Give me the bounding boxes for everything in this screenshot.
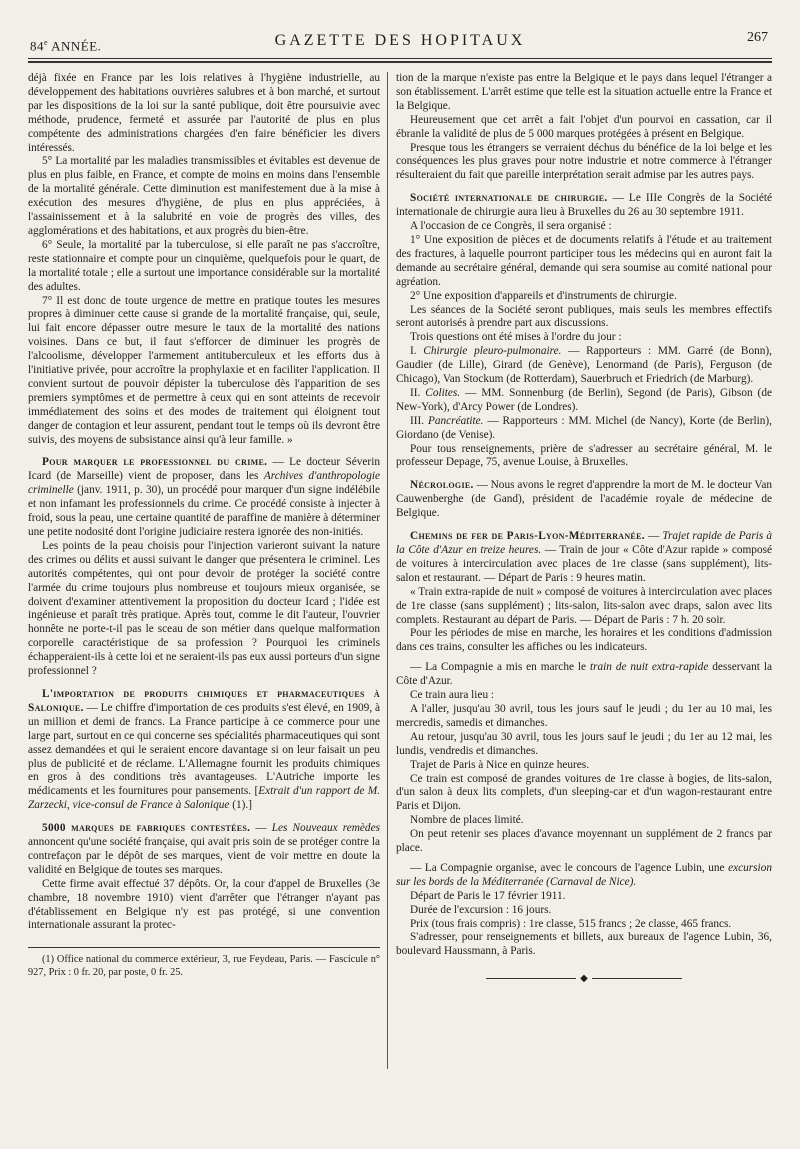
end-ornament: ◆ bbox=[396, 973, 772, 984]
paragraph: Prix (tous frais compris) : 1re classe, 515 francs ; 2e classe, 465 francs. bbox=[410, 917, 732, 930]
marks-article: 5000 marques de fabriques contestées. — Les Nouveaux remèdes annoncent qu'une société française, qui avait pris soin de se protéger contre la contrefaçon par le dépôt de ses marques, vient de voir mettre en doute la validité en Belgique de toutes ses marques. bbox=[28, 822, 380, 876]
paragraph: S'adresser, pour renseignements et billets, aux bureaux de l'agence Lubin, 36, boulevard Haussmann, à Paris. bbox=[396, 931, 772, 958]
railway-article: Chemins de fer de Paris-Lyon-Méditerranée. — Trajet rapide de Paris à la Côte d'Azur en treize heures. — Train de jour « Côte d'Azur rapide » composé de voitures à intercirculation avec places de 1re classe (sans supplément), lits-salon et restaurant. — Départ de Paris : 9 heures matin. bbox=[396, 530, 772, 584]
paragraph: Départ de Paris le 17 février 1911. bbox=[410, 889, 566, 902]
paragraph: Ce train aura lieu : bbox=[410, 689, 495, 702]
question-item: II. Colites. — MM. Sonnenburg (de Berlin), Segond (de Paris), Gibson (de New-York), d'Arcy Power (de Londres). bbox=[396, 386, 772, 413]
page-header bbox=[28, 28, 772, 54]
question-item: I. Chirurgie pleuro-pulmonaire. — Rapporteurs : MM. Garré (de Bonn), Gaudier (de Lille), Girard (de Genève), Lenormand (de Paris), Ferguson (de Chicago), Van Stockum (de Rotterdam), Sauerbruch et Friedrich (de Marburg). bbox=[396, 345, 772, 386]
paragraph: 5° La mortalité par les maladies transmissibles et évitables est devenue de plus en plus faible, en France, et compte de moins en moins dans l'ensemble de la mortalité générale. Cette diminution est manifestement due à la mise à exécution des mesures d'hygiène, de plus en plus appréciées, à l'assainissement et à la salubrité en voie de progrès des villes, des agglomérations et des habitations, et aux progrès du bien-être. bbox=[28, 155, 380, 237]
paragraph: 7° Il est donc de toute urgence de mettre en pratique toutes les mesures propres à diminuer cette cause si grande de la mortalité française, qui, seule, lui fait encore dépasser outre mesure le taux de la mortalité des nations voisines. Dans ce but, il faut s'efforcer de diminuer les progrès de l'alcoolisme, développer l'armement antituberculeux et les efforts dus à l'initiative privée, pour accroître la prophylaxie et en faciliter l'application. Il convient surtout de pouvoir dépister la tuberculose dès l'apparition de ses premiers symptômes et de permettre à ceux qui en sont atteints de recevoir immédiatement des soins et des modes de traitement qui éloignent tout danger de contagion et leur assurent, pendant tout le temps où ils devront être suivis, des moyens de subsistance ainsi qu'à leur famille. » bbox=[28, 294, 380, 446]
section-heading: Société internationale de chirurgie. bbox=[410, 192, 608, 205]
left-column bbox=[28, 72, 380, 1129]
paragraph: A l'aller, jusqu'au 30 avril, tous les jours sauf le jeudi ; du 1er au 10 mai, les mercredis, samedis et dimanches. bbox=[396, 702, 772, 729]
paragraph: déjà fixée en France par les lois relatives à l'hygiène industrielle, au développement des habitations ouvrières salubres et à bon marché, et surtout par les dispositions de la loi sur la santé publique, doit être poursuivie avec méthode, prudence, fermeté et assurée par l'autorité de plus en plus compétente des administrations chargées d'en faire bénéficier les divers intéressés. bbox=[28, 72, 380, 154]
paragraph: Pour tous renseignements, prière de s'adresser au secrétaire général, M. le professeur Depage, 75, avenue Louise, à Bruxelles. bbox=[396, 442, 772, 469]
paragraph: tion de la marque n'existe pas entre la Belgique et le pays dans lequel l'étranger a son établissement. L'arrêt estime que telle est la situation actuelle entre la France et la Belgique. bbox=[396, 72, 772, 112]
paragraph: Nombre de places limité. bbox=[410, 814, 524, 827]
paragraph: On peut retenir ses places d'avance moyennant un supplément de 2 francs par place. bbox=[396, 828, 772, 855]
section-heading: Nécrologie. bbox=[410, 479, 474, 492]
crime-article: Pour marquer le professionnel du crime. — Le docteur Séverin Icard (de Marseille) vient de proposer, dans les Archives d'anthropologie criminelle (janv. 1911, p. 30), un procédé pour marquer d'un signe indélébile et non infamant les professionnels du crime. Ce procédé consiste à injecter à froid, sous la peau, une certaine quantité de paraffine de manière à déterminer une petite nodosité dont l'origine judiciaire restera ignorée des non-initiés. bbox=[28, 456, 380, 538]
paragraph: Trois questions ont été mises à l'ordre du jour : bbox=[410, 331, 622, 344]
paragraph: 6° Seule, la mortalité par la tuberculose, si elle paraît ne pas s'accroître, reste stationnaire et compte pour un cinquième, quelquefois pour le quart, de la mortalité totale ; elle a surtout une importance considérable sur la mortalité des adultes. bbox=[28, 238, 380, 293]
paragraph: Les séances de la Société seront publiques, mais seuls les membres effectifs seront autorisés à prendre part aux discussions. bbox=[396, 303, 772, 330]
right-column bbox=[396, 72, 772, 1129]
paragraph: A l'occasion de ce Congrès, il sera organisé : bbox=[410, 220, 612, 233]
paragraph: — La Compagnie a mis en marche le train de nuit extra-rapide desservant la Côte d'Azur. bbox=[396, 661, 772, 688]
header-rule bbox=[28, 58, 772, 59]
paragraph: Presque tous les étrangers se verraient déchus du bénéfice de la loi belge et les conséquences les plus graves pour notre industrie et notre commerce à l'étranger résulteraient du fait que pareille interprétation serait admise par les autres pays. bbox=[396, 141, 772, 182]
article-columns bbox=[28, 72, 772, 1129]
question-item: III. Pancréatite. — Rapporteurs : MM. Michel (de Nancy), Korte (de Berlin), Giordano (de Venise). bbox=[396, 414, 772, 441]
necrology-article: Nécrologie. — Nous avons le regret d'apprendre la mort de M. le docteur Van Cauwenberghe (de Gand), président de l'académie royale de médecine de Belgique. bbox=[396, 479, 772, 520]
paragraph: 2° Une exposition d'appareils et d'instruments de chirurgie. bbox=[410, 289, 677, 302]
paragraph: Au retour, jusqu'au 30 avril, tous les jours sauf le jeudi ; du 1er au 12 mai, les lundis, vendredis et dimanches. bbox=[396, 730, 772, 757]
salonique-article: L'importation de produits chimiques et pharmaceutiques à Salonique. — Le chiffre d'importation de ces produits s'est élevé, en 1909, à un million et demi de francs. La France participe à ce commerce pour une large part, surtout en ce qui concerne ses spécialités pharmaceutiques qui sont assez demandées et qui le seraient encore davantage si on leur faisait un peu plus de publicité et de réclame. L'Allemagne fournit les produits chimiques en gros à des conditions très avantageuses. L'Autriche importe les médicaments et les fournitures pour pansements. [Extrait d'un rapport de M. Zarzecki, vice-consul de France à Salonique (1).] bbox=[28, 687, 380, 812]
section-heading: L'importation de produits chimiques et pharmaceutiques à Salonique. bbox=[28, 687, 380, 714]
paragraph: Cette firme avait effectué 37 dépôts. Or, la cour d'appel de Bruxelles (3e chambre, 18 novembre 1910) vient d'arrêter que l'étranger n'ayant pas d'établissement en Belgique n'y est pas protégé, si une convention internationale assurant la protec- bbox=[28, 877, 380, 932]
paragraph: Pour les périodes de mise en marche, les horaires et les conditions d'admission dans ces trains, consulter les affiches ou les indicateurs. bbox=[396, 627, 772, 654]
paragraph: 1° Une exposition de pièces et de documents relatifs à l'étude et au traitement des fractures, à laquelle pourront participer tous les médecins qui en auront fait la demande au secrétaire général, demande qui sera soumise au comité national pour agréation. bbox=[396, 233, 772, 288]
section-heading: Pour marquer le professionnel du crime. bbox=[42, 456, 268, 469]
paragraph: « Train extra-rapide de nuit » composé de voitures à intercirculation avec places de 1re classe (sans supplément) ; lits-salon, lits-salon avec draps, salon avec lits complets. Restaurant au départ de Paris. — Départ de Paris : 7 h. 20 soir. bbox=[396, 585, 772, 626]
section-heading: Chemins de fer de Paris-Lyon-Méditerranée. bbox=[410, 530, 645, 543]
journal-title: GAZETTE DES HOPITAUX bbox=[274, 32, 526, 49]
paragraph: Ce train est composé de grandes voitures de 1re classe à bogies, de lits-salon, d'un salon à deux lits complets, d'un sleeping-car et d'un wagon-restaurant entre Paris et Dijon. bbox=[396, 772, 772, 813]
paragraph: — La Compagnie organise, avec le concours de l'agence Lubin, une excursion sur les bords de la Méditerranée (Carnaval de Nice). bbox=[396, 861, 772, 888]
paragraph: Durée de l'excursion : 16 jours. bbox=[410, 903, 552, 916]
header-rule-thick bbox=[28, 61, 772, 63]
paragraph: Trajet de Paris à Nice en quinze heures. bbox=[410, 758, 590, 771]
paragraph: Heureusement que cet arrêt a fait l'objet d'un pourvoi en cassation, car il ébranle la validité de plus de 5 000 marques protégées à présent en Belgique. bbox=[396, 113, 772, 140]
page-number: 267 bbox=[747, 30, 768, 45]
paragraph: Les points de la peau choisis pour l'injection varieront suivant la nature des crimes ou délits et aussi suivant le danger que présentera le criminel. Les autorités compétentes, qui ont pour devoir de protéger la société contre l'armée du crime toujours plus nombreuse et toujours mieux organisée, se doivent d'examiner attentivement la proposition du docteur Icard ; l'idée est ingénieuse et paraît très pratique. Après tout, comme le dit l'auteur, l'ouvrier honnête ne porte-t-il pas le sceau de son métier dans quelque malformation corporelle caractéristique de sa profession ? Pourquoi les criminels échapperaient-ils à cette loi et ne seraient-ils pas eux aussi porteurs d'un signe professionnel ? bbox=[28, 539, 380, 678]
footnote-rule bbox=[28, 947, 380, 948]
section-heading: 5000 marques de fabriques contestées. bbox=[42, 822, 251, 835]
footnote: (1) Office national du commerce extérieur, 3, rue Feydeau, Paris. — Fascicule n° 927, Prix : 0 fr. 20, par poste, 0 fr. 25. bbox=[28, 954, 380, 978]
year-label: 84e ANNÉE. bbox=[30, 38, 102, 54]
surgery-article: Société internationale de chirurgie. — Le IIIe Congrès de la Société internationale de chirurgie aura lieu à Bruxelles du 26 au 30 septembre 1911. bbox=[396, 192, 772, 219]
column-divider bbox=[387, 72, 388, 1069]
